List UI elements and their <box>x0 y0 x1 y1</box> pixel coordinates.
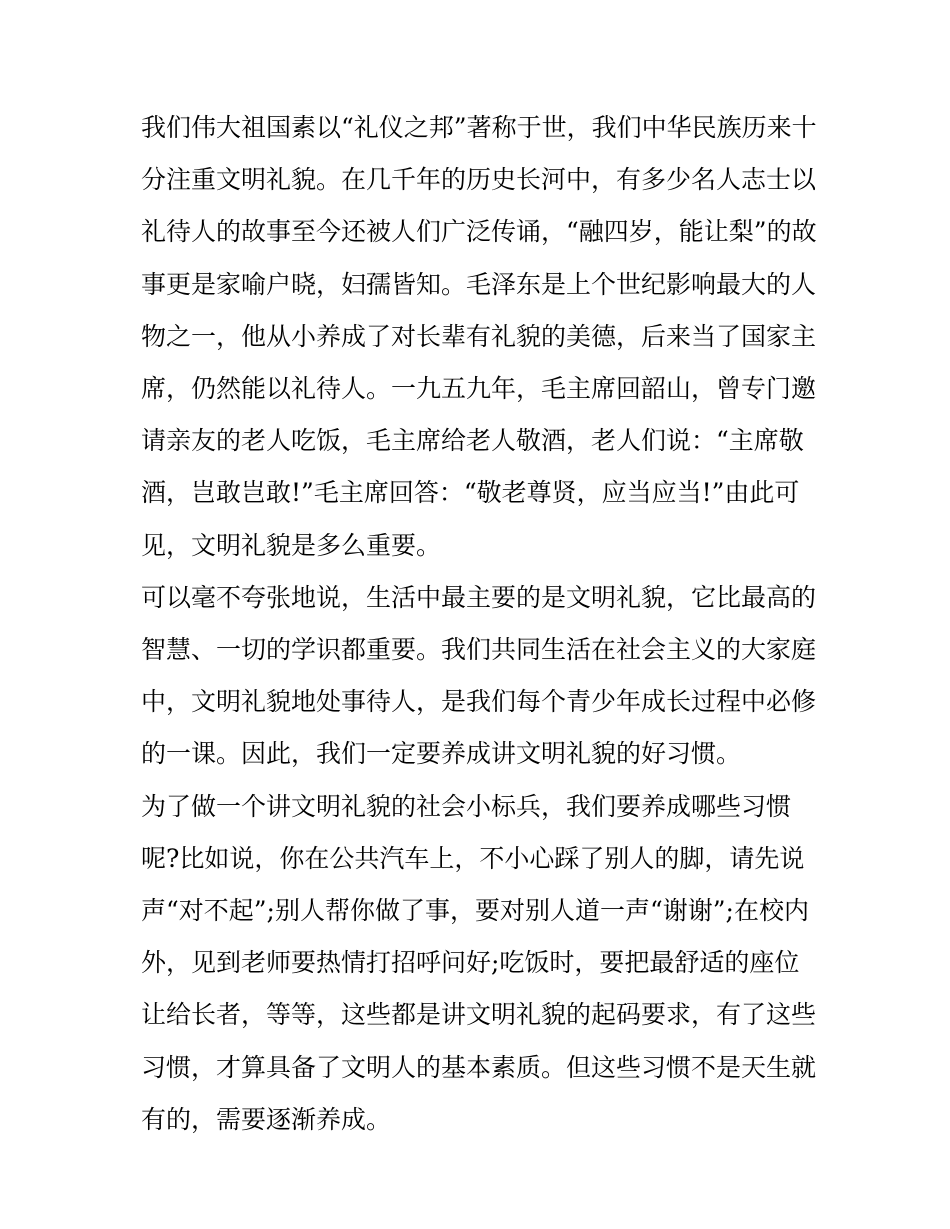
text-line: 智慧、一切的学识都重要。我们共同生活在社会主义的大家庭 <box>141 635 817 665</box>
document-body <box>141 102 817 1146</box>
text-line: 呢?比如说，你在公共汽车上，不小心踩了别人的脚，请先说 <box>141 843 805 873</box>
text-line: 的一课。因此，我们一定要养成讲文明礼貌的好习惯。 <box>141 739 742 769</box>
paragraph-1 <box>141 102 817 572</box>
text-line: 席，仍然能以礼待人。一九五九年，毛主席回韶山，曾专门邀 <box>141 374 817 404</box>
text-line: 声“对不起”;别人帮你做了事，要对别人道一声“谢谢”;在校内 <box>141 896 809 926</box>
text-line: 见，文明礼貌是多么重要。 <box>141 530 442 560</box>
paragraph-3 <box>141 781 817 1146</box>
text-line: 习惯，才算具备了文明人的基本素质。但这些习惯不是天生就 <box>141 1052 817 1082</box>
text-line: 外，见到老师要热情打招呼问好;吃饭时，要把最舒适的座位 <box>141 948 800 978</box>
text-line: 请亲友的老人吃饭，毛主席给老人敬酒，老人们说：“主席敬 <box>141 426 804 456</box>
text-line: 中，文明礼貌地处事待人，是我们每个青少年成长过程中必修 <box>141 687 817 717</box>
text-line: 事更是家喻户晓，妇孺皆知。毛泽东是上个世纪影响最大的人 <box>141 269 817 299</box>
text-line: 为了做一个讲文明礼貌的社会小标兵，我们要养成哪些习惯 <box>141 791 792 821</box>
text-line: 可以毫不夸张地说，生活中最主要的是文明礼貌，它比最高的 <box>141 582 817 612</box>
text-line: 我们伟大祖国素以“礼仪之邦”著称于世，我们中华民族历来十 <box>141 113 817 142</box>
text-line: 分注重文明礼貌。在几千年的历史长河中，有多少名人志士以 <box>141 165 817 195</box>
text-line: 酒，岂敢岂敢!”毛主席回答：“敬老尊贤，应当应当!”由此可 <box>141 478 800 508</box>
text-line: 让给长者，等等，这些都是讲文明礼貌的起码要求，有了这些 <box>141 1000 817 1030</box>
paragraph-2 <box>141 572 817 781</box>
text-line: 物之一，他从小养成了对长辈有礼貌的美德，后来当了国家主 <box>141 321 817 351</box>
text-line: 有的，需要逐渐养成。 <box>141 1104 392 1134</box>
text-line: 礼待人的故事至今还被人们广泛传诵，“融四岁，能让梨”的故 <box>141 217 817 247</box>
